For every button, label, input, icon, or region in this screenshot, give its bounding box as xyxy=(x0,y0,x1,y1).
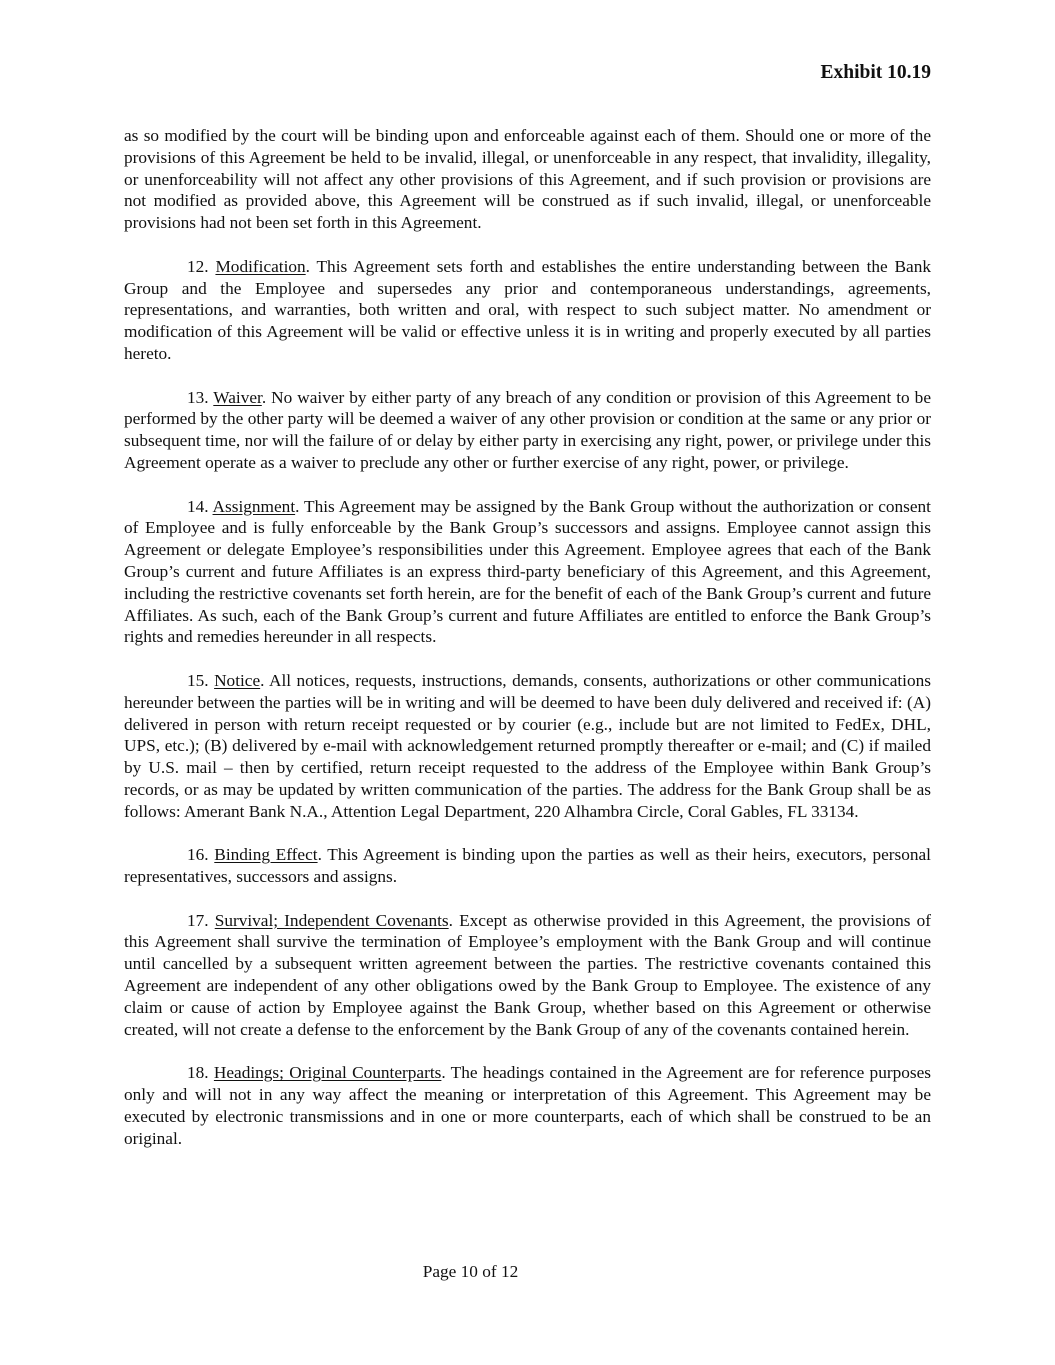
section-number: 14. xyxy=(187,496,209,516)
section-text: . Except as otherwise provided in this Agreement, the provisions of this Agreement shall survive the termination of Employee’s employment with the Bank Group and will continue until cancelled by a subsequent written agreement between the parties. The restrictive covenants contained this Agreement are independent of any other obligations owed by the Bank Group to Employee. The existence of any claim or cause of action by Employee against the Bank Group, whether based on this Agreement or otherwise created, will not create a defense to the enforcement by the Bank Group of any of the covenants contained herein. xyxy=(124,910,932,1039)
section-13-waiver xyxy=(124,387,931,474)
section-heading: Survival; Independent Covenants xyxy=(214,910,449,930)
section-17-survival xyxy=(124,910,931,1041)
section-number: 12. xyxy=(187,256,209,276)
section-15-notice xyxy=(124,670,931,823)
section-text: . This Agreement may be assigned by the Bank Group without the authorization or consent of Employee and is fully enforceable by the Bank Group’s successors and assigns. Employee cannot assign this Agreement or delegate Employee’s responsibilities under this Agreement. Employee agrees that each of the Bank Group’s current and future Affiliates is an express third-party beneficiary of this Agreement, and this Agreement, including the restrictive covenants set forth herein, are for the benefit of each of the Bank Group’s current and future Affiliates. As such, each of the Bank Group’s current and future Affiliates are entitled to enforce the Bank Group’s rights and remedies hereunder in all respects. xyxy=(124,496,931,647)
section-text: . All notices, requests, instructions, demands, consents, authorizations or other communications hereunder between the parties will be in writing and will be deemed to have been duly delivered and received if: (A) delivered in person with return receipt requested or by courier (e.g., include but are not limited to FedEx, DHL, UPS, etc.); (B) delivered by e-mail with acknowledgement returned promptly thereafter or e-mail; and (C) if mailed by U.S. mail – then by certified, return receipt requested to the address of the Employee within Bank Group’s records, or as may be updated by written communication of the parties. The address for the Bank Group shall be as follows: Amerant Bank N.A., Attention Legal Department, 220 Alhambra Circle, Coral Gables, FL 33134. xyxy=(124,670,931,821)
section-number: 15. xyxy=(187,670,209,690)
section-text: . This Agreement is binding upon the parties as well as their heirs, executors, personal representatives, successors and assigns. xyxy=(124,845,931,887)
section-18-headings xyxy=(124,1062,931,1149)
section-number: 17. xyxy=(187,910,209,930)
section-14-assignment xyxy=(124,496,931,649)
section-16-binding-effect xyxy=(124,844,931,888)
section-heading: Headings; Original Counterparts xyxy=(213,1063,442,1083)
section-number: 16. xyxy=(187,845,209,865)
section-text: . The headings contained in the Agreement are for reference purposes only and will not in any way affect the meaning or interpretation of this Agreement. This Agreement may be executed by electronic transmissions and in one or more counterparts, each of which shall be construed to be an original. xyxy=(124,1063,931,1148)
section-heading: Notice xyxy=(214,670,261,690)
section-text: . This Agreement sets forth and establishes the entire understanding between the Bank Group and the Employee and supersedes any prior and contemporaneous understandings, agreements, representations, and warranties, both written and oral, with respect to such subject matter. No amendment or modification of this Agreement will be valid or effective unless it is in writing and properly executed by all parties hereto. xyxy=(124,256,931,363)
section-heading: Waiver xyxy=(213,387,262,407)
document-body xyxy=(124,125,931,1171)
section-heading: Binding Effect xyxy=(214,845,318,865)
section-text: . No waiver by either party of any breach of any condition or provision of this Agreement to be performed by the other party will be deemed a waiver of any other provision or condition at the same or any prior or subsequent time, nor will the failure of or delay by either party in exercising any right, power, or privilege under this Agreement operate as a waiver to preclude any other or further exercise of any right, power, or privilege. xyxy=(124,387,931,472)
section-heading: Modification xyxy=(215,256,306,276)
section-heading: Assignment xyxy=(212,496,296,516)
section-number: 13. xyxy=(187,387,209,407)
continuation-paragraph: as so modified by the court will be binding upon and enforceable against each of them. Should one or more of the provisions of this Agreement be held to be invalid, illegal, or unenforceable in any respect, that invalidity, illegality, or unenforceability will not affect any other provisions of this Agreement, and if such provision or provisions are not modified as provided above, this Agreement will be construed as if such invalid, illegal, or unenforceable provisions had not been set forth in this Agreement. xyxy=(124,126,931,233)
page-footer xyxy=(0,1262,1055,1282)
page-number: Page 10 of 12 xyxy=(422,1262,519,1281)
section-number: 18. xyxy=(187,1063,209,1083)
section-12-modification xyxy=(124,256,931,365)
exhibit-label: Exhibit 10.19 xyxy=(820,62,931,83)
